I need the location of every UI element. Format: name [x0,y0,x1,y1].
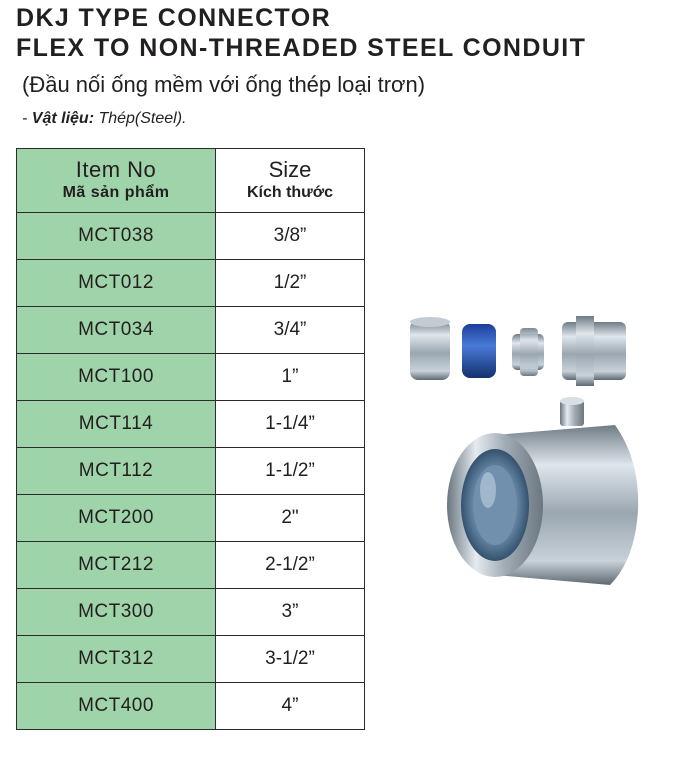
table-row [17,542,365,589]
header-item-no-sub: Mã sản phẩm [62,183,170,201]
header-size-sub: Kích thước [246,183,334,201]
item-size: 3/8” [216,213,365,260]
material-prefix: - [22,110,32,127]
body-part [562,316,626,386]
table-row [17,401,365,448]
header-item-no-label: Item No [75,156,157,182]
title-line-1: DKJ TYPE CONNECTOR [16,4,332,32]
item-code: MCT038 [17,213,216,260]
item-code: MCT034 [17,307,216,354]
table-row [17,307,365,354]
table-row [17,495,365,542]
material-value: Thép(Steel). [94,110,187,127]
item-code: MCT400 [17,683,216,730]
item-code: MCT114 [17,401,216,448]
assembled-connector [447,397,638,585]
item-size: 1/2” [216,260,365,307]
header-size [216,149,365,213]
table-row [17,589,365,636]
nut-part [410,317,450,380]
material-line [22,110,187,128]
item-size: 2-1/2” [216,542,365,589]
item-code: MCT212 [17,542,216,589]
ferrule-part [512,328,544,376]
item-code: MCT312 [17,636,216,683]
seal-ring-part [462,324,496,378]
item-size: 3/4” [216,307,365,354]
header-size-label: Size [268,156,312,182]
title-line-2: FLEX TO NON-THREADED STEEL CONDUIT [16,34,587,62]
item-size: 3” [216,589,365,636]
item-size: 3-1/2” [216,636,365,683]
material-label: Vật liệu: [31,110,95,127]
subtitle: (Đầu nối ống mềm với ống thép loại trơn) [22,72,426,97]
item-code: MCT112 [17,448,216,495]
item-size: 1” [216,354,365,401]
table-row [17,260,365,307]
item-size: 1-1/4” [216,401,365,448]
table-row [17,448,365,495]
item-code: MCT300 [17,589,216,636]
item-code: MCT100 [17,354,216,401]
item-size: 2" [216,495,365,542]
item-code: MCT200 [17,495,216,542]
header-item-no [17,149,216,213]
item-size: 1-1/2” [216,448,365,495]
connector-photo-icon [400,300,650,610]
table-row [17,636,365,683]
item-code: MCT012 [17,260,216,307]
table-row [17,683,365,730]
table-row [17,213,365,260]
item-size: 4” [216,683,365,730]
spec-table [16,148,365,730]
table-row [17,354,365,401]
table-header-row [17,149,365,213]
